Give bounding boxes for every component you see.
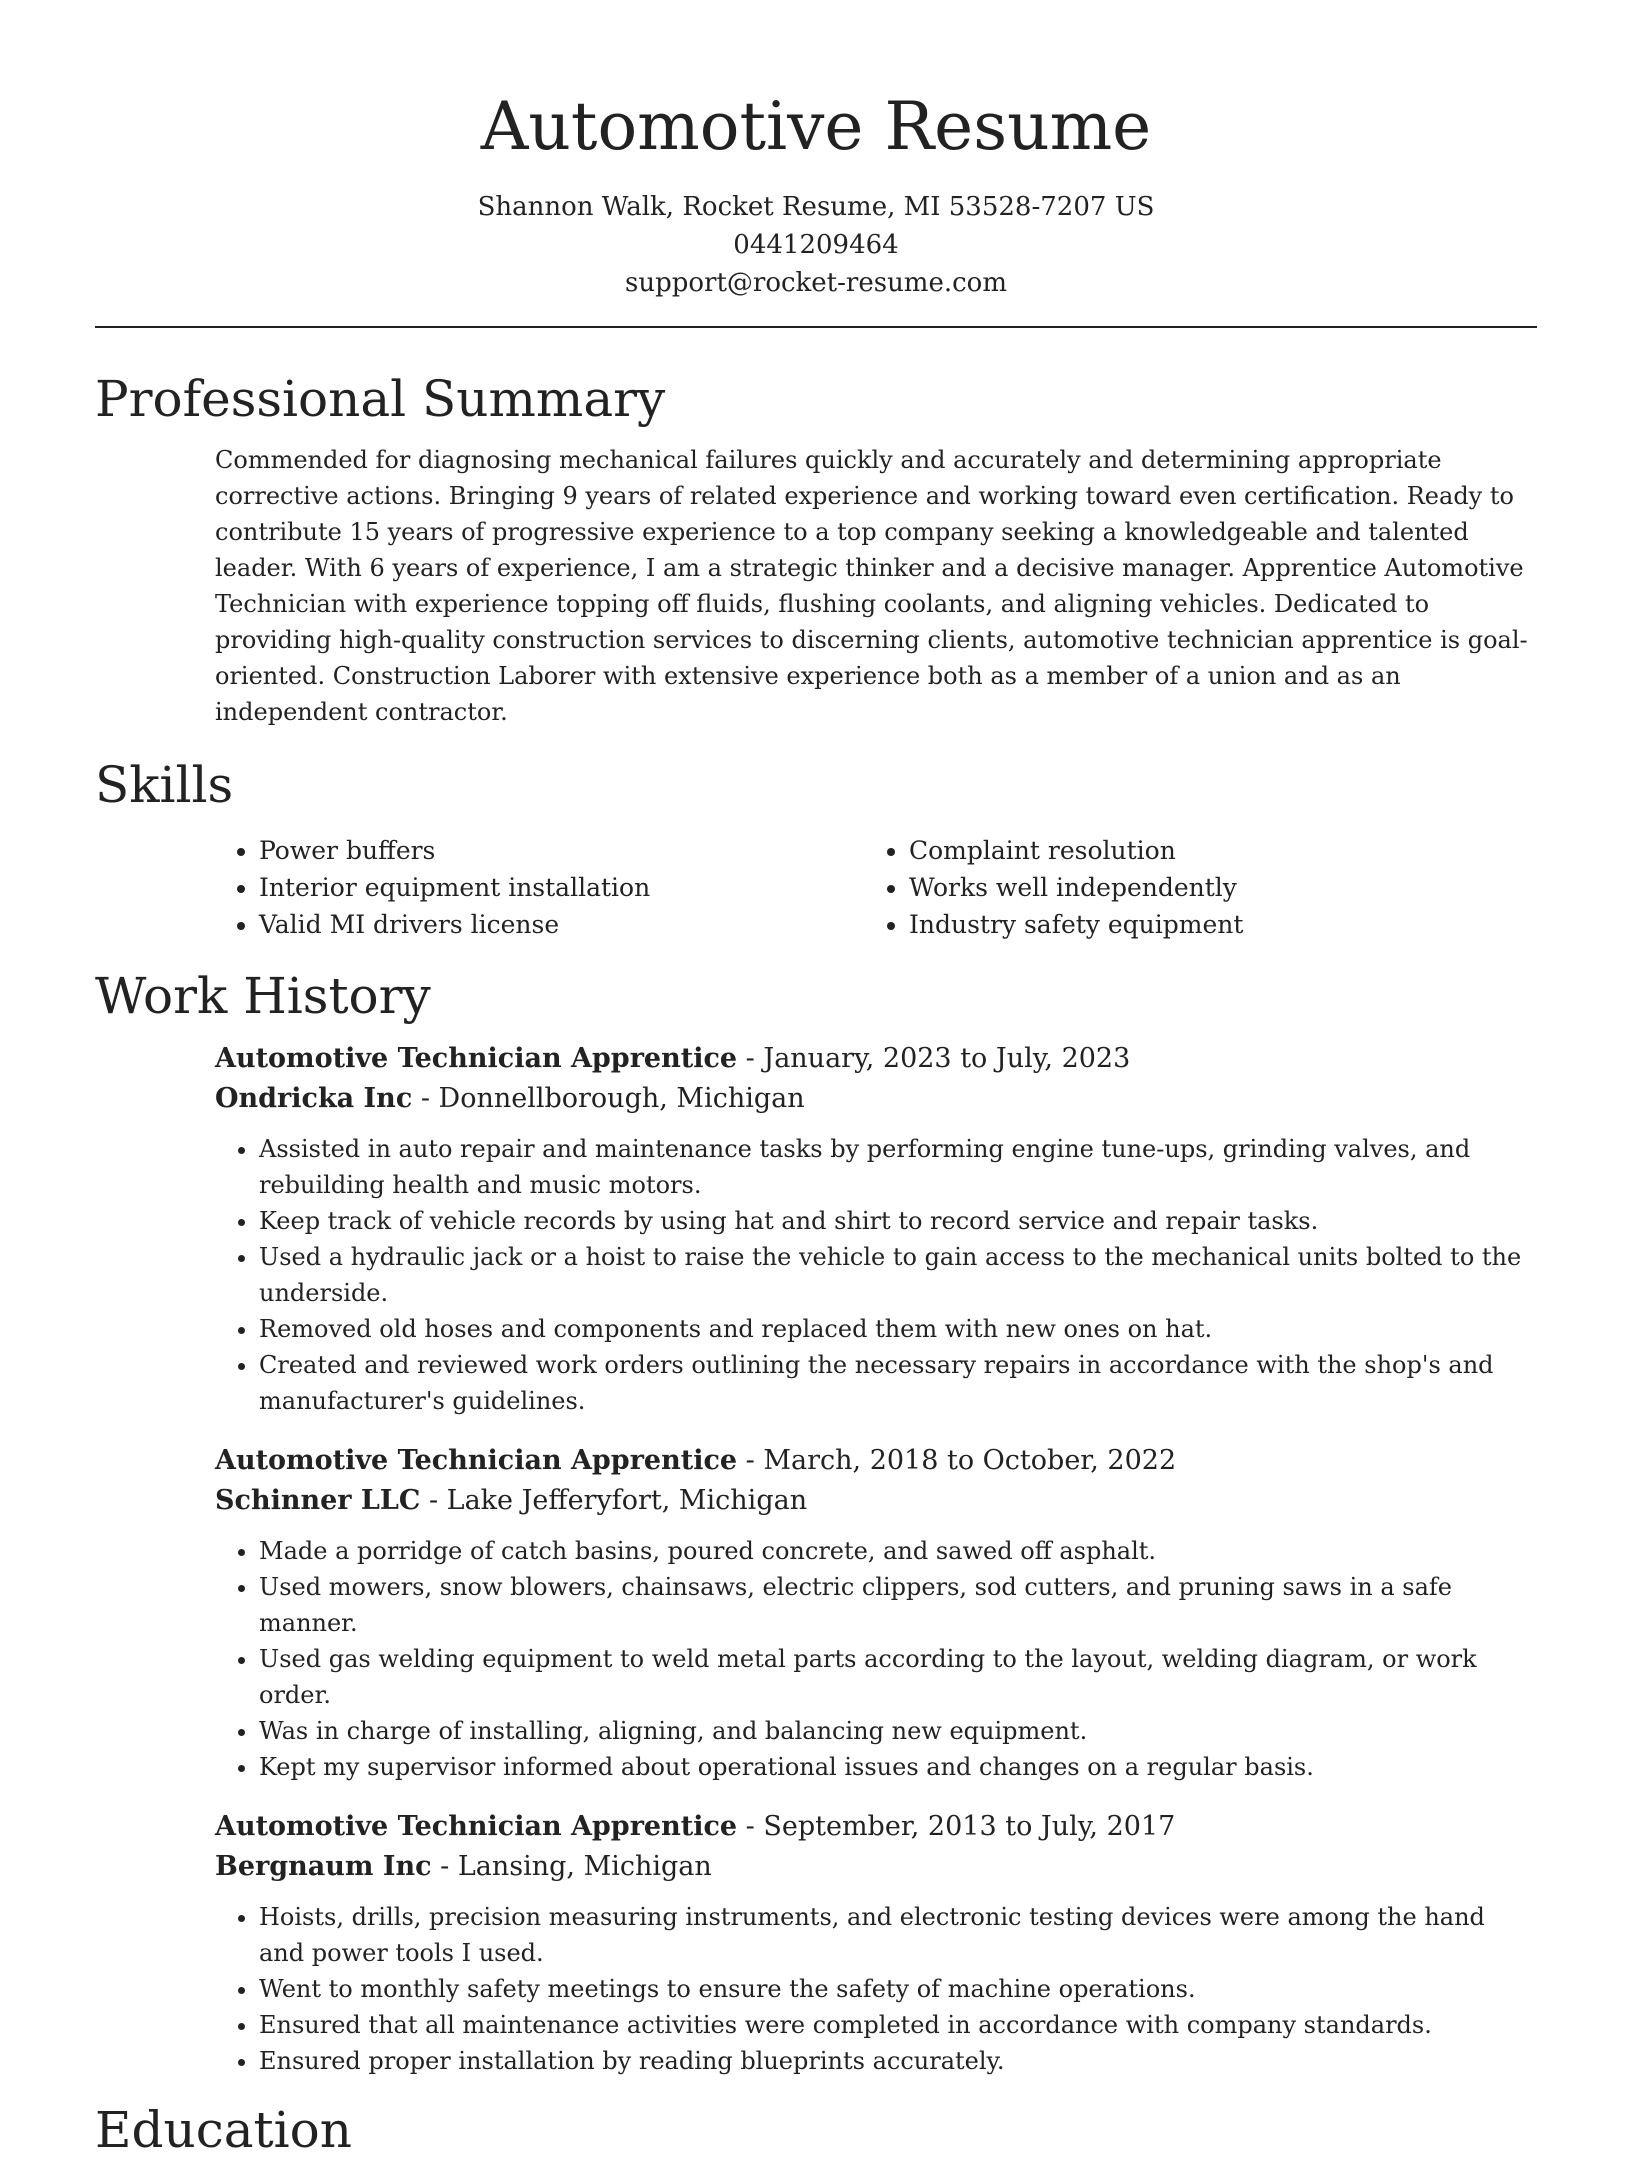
- job-bullet: • Made a porridge of catch basins, poured concrete, and sawed off asphalt.: [259, 1533, 1537, 1569]
- job-bullet: • Was in charge of installing, aligning, and balancing new equipment.: [259, 1713, 1537, 1749]
- job-bullets: [215, 1533, 1537, 1785]
- job-bullet: • Used mowers, snow blowers, chainsaws, electric clippers, sod cutters, and pruning saws in a safe manner.: [259, 1569, 1537, 1641]
- job-header: [215, 1807, 1537, 1847]
- job-dates: - September, 2013 to July, 2017: [737, 1811, 1176, 1842]
- contact-address: Shannon Walk, Rocket Resume, MI 53528-7207 US: [477, 192, 1155, 222]
- job-bullet: • Hoists, drills, precision measuring instruments, and electronic testing devices were among the hand and power tools I used.: [259, 1899, 1537, 1971]
- job-bullet: • Kept my supervisor informed about operational issues and changes on a regular basis.: [259, 1749, 1537, 1785]
- work-history-heading: Work History: [95, 967, 431, 1025]
- job-entry: [215, 1039, 1537, 1419]
- skill-item: • Works well independently: [909, 869, 1515, 906]
- skill-item: • Valid MI drivers license: [259, 906, 865, 943]
- job-company-line: [215, 1079, 1537, 1119]
- job-bullet: • Assisted in auto repair and maintenance tasks by performing engine tune-ups, grinding valves, and rebuilding health and music motors.: [259, 1131, 1537, 1203]
- skill-item: • Industry safety equipment: [909, 906, 1515, 943]
- skill-item: • Power buffers: [259, 832, 865, 869]
- resume-page: [95, 0, 1537, 2163]
- job-company: Schinner LLC: [215, 1485, 421, 1516]
- job-bullet: • Keep track of vehicle records by using hat and shirt to record service and repair tasks.: [259, 1203, 1537, 1239]
- job-company-line: [215, 1481, 1537, 1521]
- job-header: [215, 1441, 1537, 1481]
- summary-text: Commended for diagnosing mechanical failures quickly and accurately and determining appropriate corrective actions. Bringing 9 years of related experience and working toward even certification. Ready to contribute 15 years of progressive experience to a top company seeking a knowledgeable and talented leader. With 6 years of experience, I am a strategic thinker and a decisive manager. Apprentice Automotive Technician with experience topping off fluids, flushing coolants, and aligning vehicles. Dedicated to providing high-quality construction services to discerning clients, automotive technician apprentice is goal-oriented. Construction Laborer with extensive experience both as a member of a union and as an independent contractor.: [215, 446, 1528, 726]
- job-bullet: • Created and reviewed work orders outlining the necessary repairs in accordance with the shop's and manufacturer's guidelines.: [259, 1347, 1537, 1419]
- job-dates: - March, 2018 to October, 2022: [737, 1445, 1177, 1476]
- job-location: - Donnellborough, Michigan: [412, 1083, 805, 1114]
- contact-email: support@rocket-resume.com: [624, 268, 1007, 298]
- job-bullet: • Used gas welding equipment to weld metal parts according to the layout, welding diagram, or work order.: [259, 1641, 1537, 1713]
- page-title: Automotive Resume: [480, 88, 1152, 165]
- job-bullet: • Removed old hoses and components and replaced them with new ones on hat.: [259, 1311, 1537, 1347]
- job-bullet: • Went to monthly safety meetings to ensure the safety of machine operations.: [259, 1971, 1537, 2007]
- job-company-line: [215, 1847, 1537, 1887]
- job-company: Ondricka Inc: [215, 1083, 413, 1114]
- contact-phone: 0441209464: [733, 230, 899, 260]
- job-bullets: [215, 1131, 1537, 1419]
- education-heading: Education: [95, 2101, 352, 2159]
- job-company: Bergnaum Inc: [215, 1851, 432, 1882]
- skills-heading: Skills: [95, 756, 234, 814]
- job-bullets: [215, 1899, 1537, 2079]
- job-entry: [215, 1441, 1537, 1785]
- skill-item: • Interior equipment installation: [259, 869, 865, 906]
- job-bullet: • Ensured that all maintenance activities were completed in accordance with company standards.: [259, 2007, 1537, 2043]
- job-entry: [215, 1807, 1537, 2079]
- job-dates: - January, 2023 to July, 2023: [737, 1043, 1131, 1074]
- job-role: Automotive Technician Apprentice: [215, 1043, 738, 1074]
- contact-block: [95, 188, 1537, 302]
- skills-column-left: [215, 832, 865, 943]
- job-bullet: • Ensured proper installation by reading blueprints accurately.: [259, 2043, 1537, 2079]
- skills-list: [215, 832, 1537, 943]
- job-role: Automotive Technician Apprentice: [215, 1811, 738, 1842]
- job-bullet: • Used a hydraulic jack or a hoist to raise the vehicle to gain access to the mechanical units bolted to the underside.: [259, 1239, 1537, 1311]
- job-location: - Lake Jefferyfort, Michigan: [420, 1485, 808, 1516]
- header-divider: [95, 326, 1537, 328]
- skill-item: • Complaint resolution: [909, 832, 1515, 869]
- job-role: Automotive Technician Apprentice: [215, 1445, 738, 1476]
- skills-column-right: [865, 832, 1515, 943]
- job-location: - Lansing, Michigan: [431, 1851, 712, 1882]
- job-header: [215, 1039, 1537, 1079]
- summary-heading: Professional Summary: [95, 370, 666, 428]
